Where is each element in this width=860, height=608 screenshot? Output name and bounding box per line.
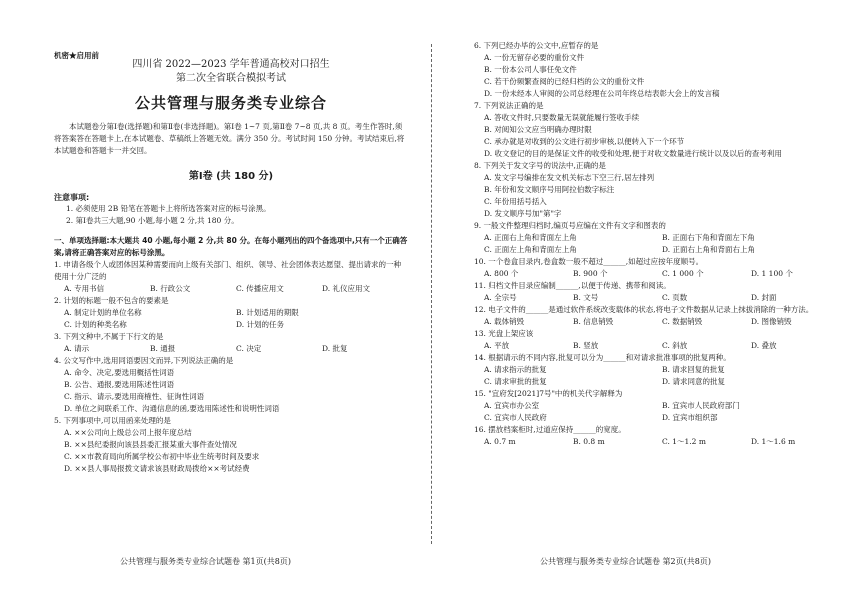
question: [474, 388, 840, 424]
exam-intro: 本试题卷分第Ⅰ卷(选择题)和第Ⅱ卷(非选择题)。第Ⅰ卷 1~7 页,第Ⅱ卷 7~8 页,共 8 页。考生作答时,须将答案答在答题卡上,在本试题卷、草稿纸上答题无效。满分 350 分。考试时间 150 分钟。考试结束后,将本试题卷和答题卡一并交回。: [54, 122, 405, 155]
answer-option: A. 专用书信: [64, 284, 105, 293]
question: [474, 424, 840, 448]
answer-option: D. 请求同意的批复: [662, 377, 726, 386]
page-footer: 公共管理与服务类专业综合试题卷 第1页(共8页): [120, 557, 291, 566]
page-footer: 公共管理与服务类专业综合试题卷 第2页(共8页): [540, 557, 711, 566]
answer-option: B. 正面右下角和背面左下角: [662, 233, 755, 242]
notice-item: 1. 必须使用 2B 铅笔在答题卡上将所选答案对应的标号涂黑。: [66, 204, 271, 213]
answer-option: C. 数据销毁: [662, 317, 703, 326]
exam-title: 公共管理与服务类专业综合: [134, 94, 327, 112]
option-group: [474, 172, 840, 220]
question: [54, 355, 408, 415]
answer-option: B. 请求回复的批复: [662, 365, 725, 374]
question-stem: 4. 公文写作中,选用同语要因文而异,下列说法正确的是: [54, 356, 234, 365]
answer-option: D. 礼仪应用文: [322, 284, 371, 293]
answer-option: C. 指示、请示,要选用商榷性、征询性词语: [64, 392, 205, 401]
answer-option: A. 正面右上角和背面左上角: [484, 233, 577, 242]
option-group: [474, 316, 840, 328]
answer-option: B. 一份本公司人事任免文件: [484, 65, 577, 74]
answer-option: C. 正面左上角和背面左上角: [484, 245, 577, 254]
answer-option: C. 决定: [236, 344, 262, 353]
option-group: [54, 427, 408, 475]
question-stem: 16. 摆放档案柜时,过道应保持______的宽度。: [474, 425, 626, 434]
answer-option: B. 0.8 m: [573, 437, 605, 446]
answer-option: A. 宜宾市办公室: [484, 401, 540, 410]
answer-option: D. 计划的任务: [236, 320, 285, 329]
question-stem: 12. 电子文件的______是通过软件系统改变载体的状态,将电子文件数据从记录上抹拔消除的一种方法。: [474, 305, 814, 314]
answer-option: A. 载体销毁: [484, 317, 525, 326]
question-stem: 9. 一般文件整理归档时,编页号应编在文件有文字和图表的: [474, 221, 666, 230]
answer-option: A. 发文字号编排在发文机关标志下空三行,居左排列: [484, 173, 655, 182]
notice-title: 注意事项:: [54, 193, 90, 202]
answer-option: B. 计划适用的期限: [236, 308, 299, 317]
option-group: [474, 112, 840, 160]
question: [474, 352, 840, 388]
option-group: [474, 436, 840, 448]
answer-option: C. 若干份频繁查阅的已经归档的公文的重份文件: [484, 77, 645, 86]
answer-option: D. 图像销毁: [751, 317, 792, 326]
notice-item: 2. 第Ⅰ卷共三大题,90 小题,每小题 2 分,共 180 分。: [66, 216, 239, 225]
section-title: 一、单项选择题:本大题共 40 小题,每小题 2 分,共 80 分。在每小题列出的四个备选项中,只有一个正确答案,请将正确答案对应的标号涂黑。: [54, 236, 408, 257]
answer-option: A. 请求指示的批复: [484, 365, 547, 374]
question-stem: 13. 光盘上架应该: [474, 329, 534, 338]
question-stem: 15. "宜府发[2021]7号"中的机关代字解释为: [474, 389, 623, 398]
answer-option: B. 文号: [573, 293, 599, 302]
question: [474, 160, 840, 220]
page-2: [430, 0, 860, 608]
option-group: [54, 343, 408, 355]
answer-option: A. 800 个: [484, 269, 519, 278]
question: [474, 304, 840, 328]
answer-option: C. 年份用括号括入: [484, 197, 547, 206]
option-group: [474, 400, 840, 424]
answer-option: D. 收文登记的目的是保证文件的收受和处理,便于对收文数量进行统计以及以后的查考利用: [484, 149, 782, 158]
answer-option: B. 竖放: [573, 341, 599, 350]
question-stem: 8. 下列关于发文字号的说法中,正确的是: [474, 161, 606, 170]
answer-option: C. 1～1.2 m: [662, 437, 706, 446]
answer-option: D. 1～1.6 m: [751, 437, 796, 446]
answer-option: C. 斜放: [662, 341, 688, 350]
answer-option: A. 答收文件时,只要数量无误就能履行签收手续: [484, 113, 640, 122]
answer-option: A. 0.7 m: [484, 437, 516, 446]
answer-option: B. 年份和发文顺序号用阿拉伯数字标注: [484, 185, 615, 194]
answer-option: A. ××公司向上级总公司上报年度总结: [64, 428, 192, 437]
answer-option: D. 叠放: [751, 341, 777, 350]
question: [474, 256, 840, 280]
answer-option: C. 页数: [662, 293, 688, 302]
secret-label: 机密★启用前: [54, 51, 99, 60]
answer-option: A. 一份无留存必要的重份文件: [484, 53, 585, 62]
option-group: [54, 283, 408, 295]
answer-option: D. ××县人事局报拨文请求该县财政局拨给××考试经费: [64, 464, 250, 473]
answer-option: C. ××市教育局向所属学校公布初中毕业生统考时间及要求: [64, 452, 260, 461]
answer-option: C. 请求审批的批复: [484, 377, 547, 386]
answer-option: B. 900 个: [573, 269, 608, 278]
option-group: [474, 232, 840, 256]
question: [54, 331, 408, 355]
answer-option: B. 公告、通报,要选用陈述性词语: [64, 380, 175, 389]
answer-option: B. 信息销毁: [573, 317, 614, 326]
answer-option: D. 封面: [751, 293, 777, 302]
answer-option: D. 发文顺序号加"第"字: [484, 209, 562, 218]
question-list: [474, 40, 840, 448]
answer-option: A. 全宗号: [484, 293, 517, 302]
question: [54, 259, 408, 295]
question: [54, 415, 408, 475]
answer-option: C. 宜宾市人民政府: [484, 413, 547, 422]
question: [474, 280, 840, 304]
option-group: [474, 268, 840, 280]
exam-header-line1: 四川省 2022—2023 学年普通高校对口招生: [132, 59, 330, 70]
question-stem: 5. 下列事项中,可以用函来处理的是: [54, 416, 171, 425]
option-group: [54, 307, 408, 331]
option-group: [474, 340, 840, 352]
question: [474, 100, 840, 160]
answer-option: B. ××县纪委报向该县县委汇报某重大事件查处情况: [64, 440, 237, 449]
option-group: [474, 364, 840, 388]
answer-option: B. 行政公文: [150, 284, 191, 293]
question-stem: 11. 归档文件目录应编制______,以便于传递、携带和阅读。: [474, 281, 671, 290]
answer-option: C. 1 000 个: [662, 269, 704, 278]
part-title: 第Ⅰ卷 (共 180 分): [188, 171, 274, 182]
option-group: [474, 52, 840, 100]
question: [474, 328, 840, 352]
question: [474, 40, 840, 100]
answer-option: B. 通报: [150, 344, 176, 353]
answer-option: A. 制定计划的单位名称: [64, 308, 142, 317]
answer-option: D. 正面右上角和背面右上角: [662, 245, 756, 254]
option-group: [54, 367, 408, 415]
question-stem: 3. 下列文种中,不属于下行文的是: [54, 332, 164, 341]
exam-header-line2: 第二次全省联合模拟考试: [176, 73, 286, 84]
answer-option: D. 单位之间联系工作、沟通信息的函,要选用陈述性和说明性词语: [64, 404, 280, 413]
answer-option: B. 宜宾市人民政府部门: [662, 401, 740, 410]
question-list: [54, 259, 408, 475]
answer-option: A. 平放: [484, 341, 510, 350]
answer-option: A. 命令、决定,要选用概括性词语: [64, 368, 175, 377]
question-stem: 10. 一个卷盒目录内,卷盒数一般不超过______,如超过应按年度顺号。: [474, 257, 704, 266]
question-stem: 7. 下列说法正确的是: [474, 101, 544, 110]
answer-option: C. 传播应用文: [236, 284, 284, 293]
answer-option: D. 批复: [322, 344, 348, 353]
question-stem: 6. 下列已经办毕的公文中,应暂存的是: [474, 41, 599, 50]
answer-option: D. 宜宾市组织部: [662, 413, 718, 422]
answer-option: B. 对阅知公文应当明确办理时限: [484, 125, 592, 134]
answer-option: D. 1 100 个: [751, 269, 793, 278]
question-stem: 2. 计划的标题一般不包含的要素是: [54, 296, 169, 305]
question: [474, 220, 840, 256]
answer-option: D. 一份未经本人审阅的公司总经理在公司年终总结表彰大会上的发言稿: [484, 89, 720, 98]
question: [54, 295, 408, 331]
answer-option: C. 计划的种类名称: [64, 320, 127, 329]
question-stem: 14. 根据请示的不同内容,批复可以分为______和对请求批准事项的批复两种。: [474, 353, 731, 362]
answer-option: C. 承办就是对收到的公文进行初步审核,以便转入下一个环节: [484, 137, 685, 146]
option-group: [474, 292, 840, 304]
answer-option: A. 请示: [64, 344, 90, 353]
question-stem: 1. 申请各级个人或团体因某种需要而向上级有关部门、组织、领导、社会团体表达愿望、提出请求的一种使用十分广泛的: [54, 260, 402, 281]
